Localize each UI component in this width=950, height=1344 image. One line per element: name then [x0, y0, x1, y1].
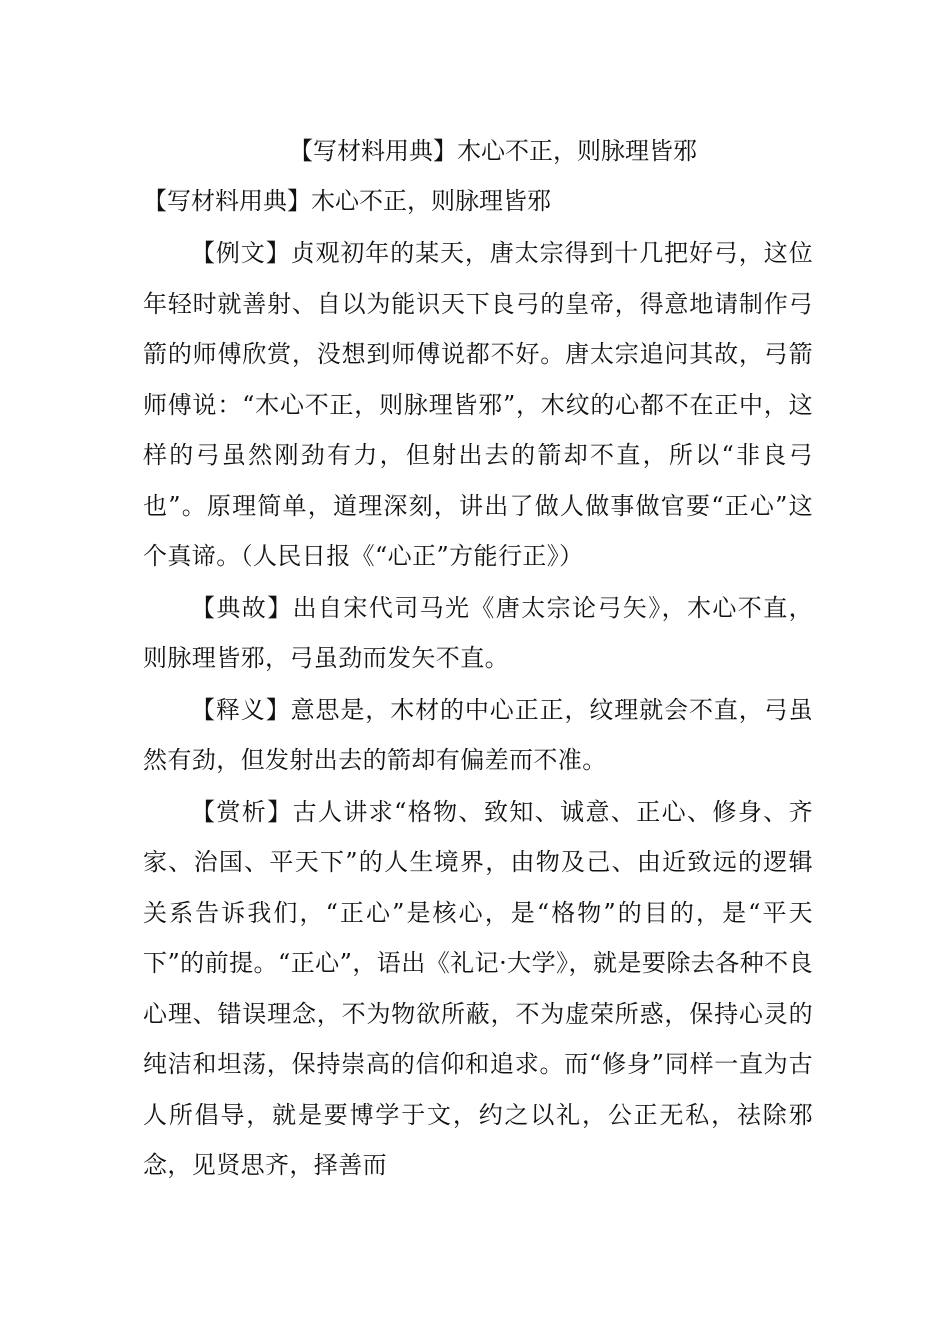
paragraph-tag: 【赏析】	[191, 797, 293, 826]
paragraph-text: 出自宋代司马光《唐太宗论弓矢》，木心不直，则脉理皆邪，弓虽劲而发矢不直。	[143, 593, 813, 672]
paragraph-tag: 【例文】	[191, 239, 291, 267]
page-title: 【写材料用典】木心不正，则脉理皆邪	[289, 137, 697, 165]
paragraph-allusion	[143, 583, 813, 684]
paragraph-appreciation	[143, 787, 813, 1191]
paragraph-text: 贞观初年的某天，唐太宗得到十几把好弓，这位年轻时就善射、自以为能识天下良弓的皇帝，得意地请制作弓箭的师傅欣赏，没想到师傅说都不好。唐太宗追问其故，弓箭师傅说：“木心不正，则脉理皆邪”，木纹的心都不在正中，这样的弓虽然刚劲有力，但射出去的箭却不直，所以“非良弓也”。原理简单，道理深刻，讲出了做人做事做官要“正心”这个真谛。（人民日报《“心正”方能行正》）	[143, 239, 813, 570]
paragraph-tag: 【释义】	[191, 695, 291, 724]
paragraph-example	[143, 228, 813, 582]
paragraph-text: 意思是，木材的中心正正，纹理就会不直，弓虽然有劲，但发射出去的箭却有偏差而不准。	[143, 695, 813, 774]
document-body	[143, 128, 813, 1192]
paragraph-text: 古人讲求“格物、致知、诚意、正心、修身、齐家、治国、平天下”的人生境界，由物及己、由近致远的逻辑关系告诉我们，“正心”是核心，是“格物”的目的，是“平天下”的前提。“正心”，语出《礼记·大学》，就是要除去各种不良心理、错误理念，不为物欲所蔽，不为虚荣所惑，保持心灵的纯洁和坦荡，保持崇高的信仰和追求。而“修身”同样一直为古人所倡导，就是要博学于文，约之以礼，公正无私，祛除邪念，见贤思齐，择善而	[143, 797, 813, 1179]
paragraph-explanation	[143, 685, 813, 786]
page-subtitle: 【写材料用典】木心不正，则脉理皆邪	[143, 187, 551, 215]
paragraph-tag: 【典故】	[191, 593, 293, 622]
